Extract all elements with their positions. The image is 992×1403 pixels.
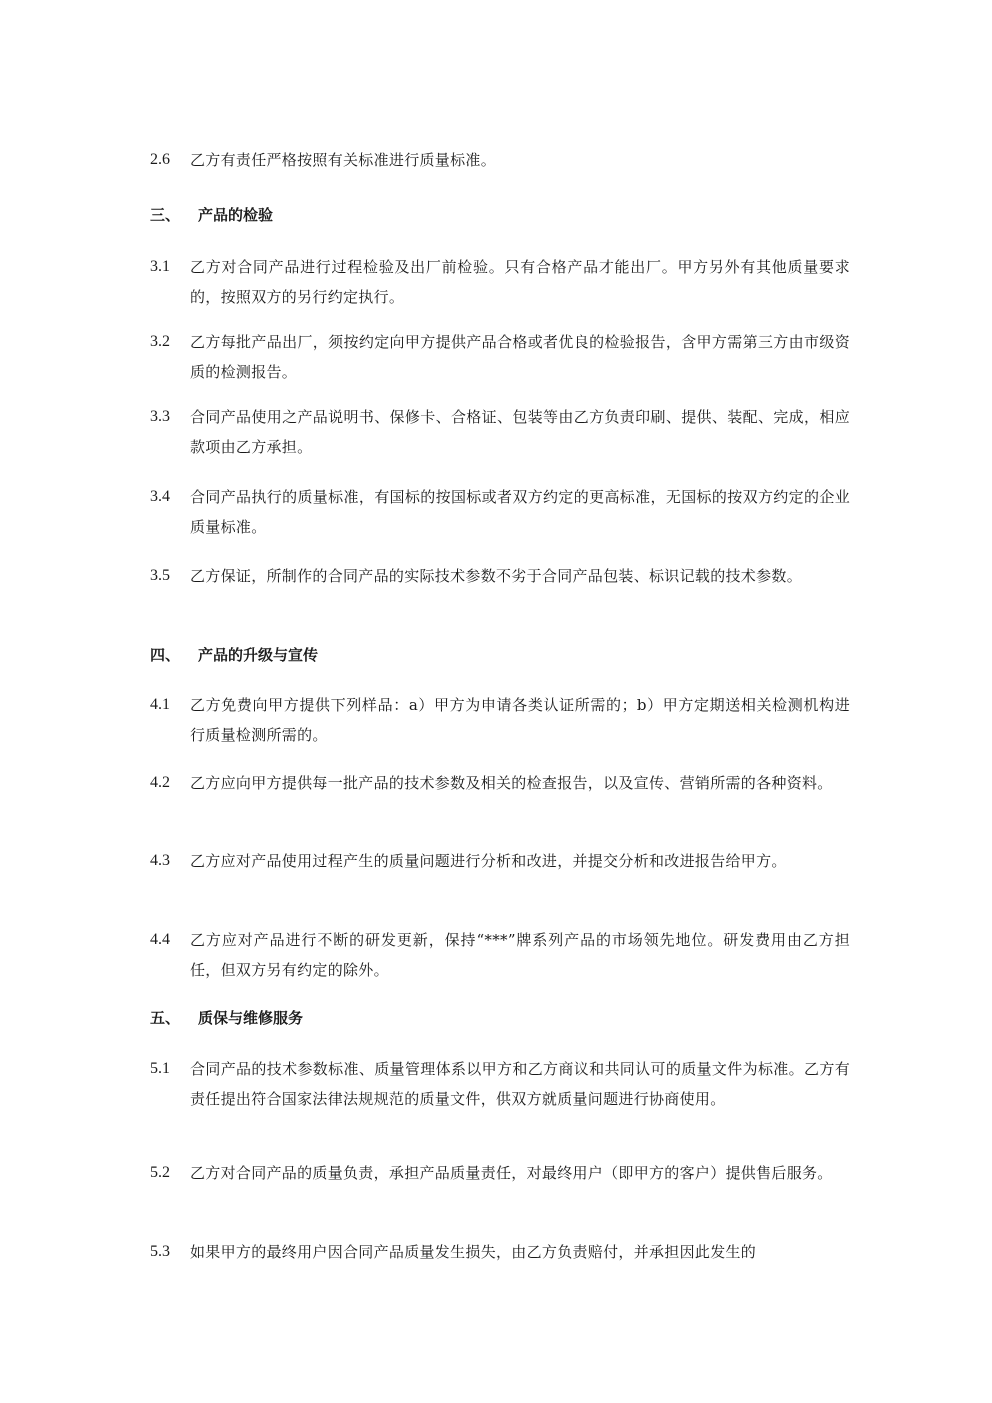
section-title: 质保与维修服务 bbox=[198, 1009, 304, 1027]
clause-3-4 bbox=[150, 482, 850, 542]
clause-5-2 bbox=[150, 1158, 850, 1188]
clause-5-3 bbox=[150, 1237, 850, 1267]
section-title: 产品的升级与宣传 bbox=[198, 646, 319, 664]
clause-3-5 bbox=[150, 561, 850, 591]
section-heading-4 bbox=[150, 640, 850, 670]
clause-text: 乙方有责任严格按照有关标准进行质量标准。 bbox=[190, 151, 497, 169]
clause-number: 3.3 bbox=[150, 408, 170, 425]
clause-text: 乙方免费向甲方提供下列样品：a）甲方为申请各类认证所需的；b）甲方定期送相关检测机构进行质量检测所需的。 bbox=[190, 696, 850, 744]
clause-text: 乙方应向甲方提供每一批产品的技术参数及相关的检查报告，以及宣传、营销所需的各种资料。 bbox=[190, 774, 833, 792]
section-heading-5 bbox=[150, 1003, 850, 1033]
clause-text: 合同产品使用之产品说明书、保修卡、合格证、包装等由乙方负责印刷、提供、装配、完成，相应款项由乙方承担。 bbox=[190, 408, 850, 456]
clause-text: 如果甲方的最终用户因合同产品质量发生损失，由乙方负责赔付，并承担因此发生的 bbox=[190, 1243, 757, 1261]
clause-text: 乙方应对产品使用过程产生的质量问题进行分析和改进，并提交分析和改进报告给甲方。 bbox=[190, 852, 787, 870]
section-number: 三、 bbox=[150, 206, 181, 224]
section-title: 产品的检验 bbox=[198, 206, 274, 224]
clause-number: 5.2 bbox=[150, 1164, 170, 1181]
clause-text: 乙方对合同产品的质量负责，承担产品质量责任，对最终用户（即甲方的客户）提供售后服务。 bbox=[190, 1164, 833, 1182]
clause-number: 5.3 bbox=[150, 1243, 170, 1260]
clause-4-4 bbox=[150, 925, 850, 985]
clause-2-6 bbox=[150, 145, 850, 175]
clause-number: 5.1 bbox=[150, 1060, 170, 1077]
clause-4-1 bbox=[150, 690, 850, 750]
clause-number: 4.4 bbox=[150, 931, 170, 948]
clause-4-3 bbox=[150, 846, 850, 876]
clause-number: 2.6 bbox=[150, 151, 170, 168]
section-heading-3 bbox=[150, 200, 850, 230]
clause-text: 乙方对合同产品进行过程检验及出厂前检验。只有合格产品才能出厂。甲方另外有其他质量要求的，按照双方的另行约定执行。 bbox=[190, 258, 850, 306]
clause-text: 合同产品执行的质量标准，有国标的按国标或者双方约定的更高标准，无国标的按双方约定的企业质量标准。 bbox=[190, 488, 850, 536]
clause-number: 4.3 bbox=[150, 852, 170, 869]
clause-3-3 bbox=[150, 402, 850, 462]
clause-number: 4.2 bbox=[150, 774, 170, 791]
clause-number: 3.1 bbox=[150, 258, 170, 275]
clause-number: 3.5 bbox=[150, 567, 170, 584]
clause-number: 3.2 bbox=[150, 333, 170, 350]
section-number: 五、 bbox=[150, 1009, 181, 1027]
clause-number: 3.4 bbox=[150, 488, 170, 505]
clause-text: 乙方应对产品进行不断的研发更新，保持“***”牌系列产品的市场领先地位。研发费用由乙方担任，但双方另有约定的除外。 bbox=[190, 931, 850, 979]
clause-number: 4.1 bbox=[150, 696, 170, 713]
clause-4-2 bbox=[150, 768, 850, 798]
clause-text: 合同产品的技术参数标准、质量管理体系以甲方和乙方商议和共同认可的质量文件为标准。乙方有责任提出符合国家法律法规规范的质量文件，供双方就质量问题进行协商使用。 bbox=[190, 1060, 850, 1108]
clause-text: 乙方每批产品出厂，须按约定向甲方提供产品合格或者优良的检验报告，含甲方需第三方由市级资质的检测报告。 bbox=[190, 333, 850, 381]
clause-3-1 bbox=[150, 252, 850, 312]
clause-3-2 bbox=[150, 327, 850, 387]
section-number: 四、 bbox=[150, 646, 181, 664]
clause-5-1 bbox=[150, 1054, 850, 1114]
clause-text: 乙方保证，所制作的合同产品的实际技术参数不劣于合同产品包装、标识记载的技术参数。 bbox=[190, 567, 803, 585]
